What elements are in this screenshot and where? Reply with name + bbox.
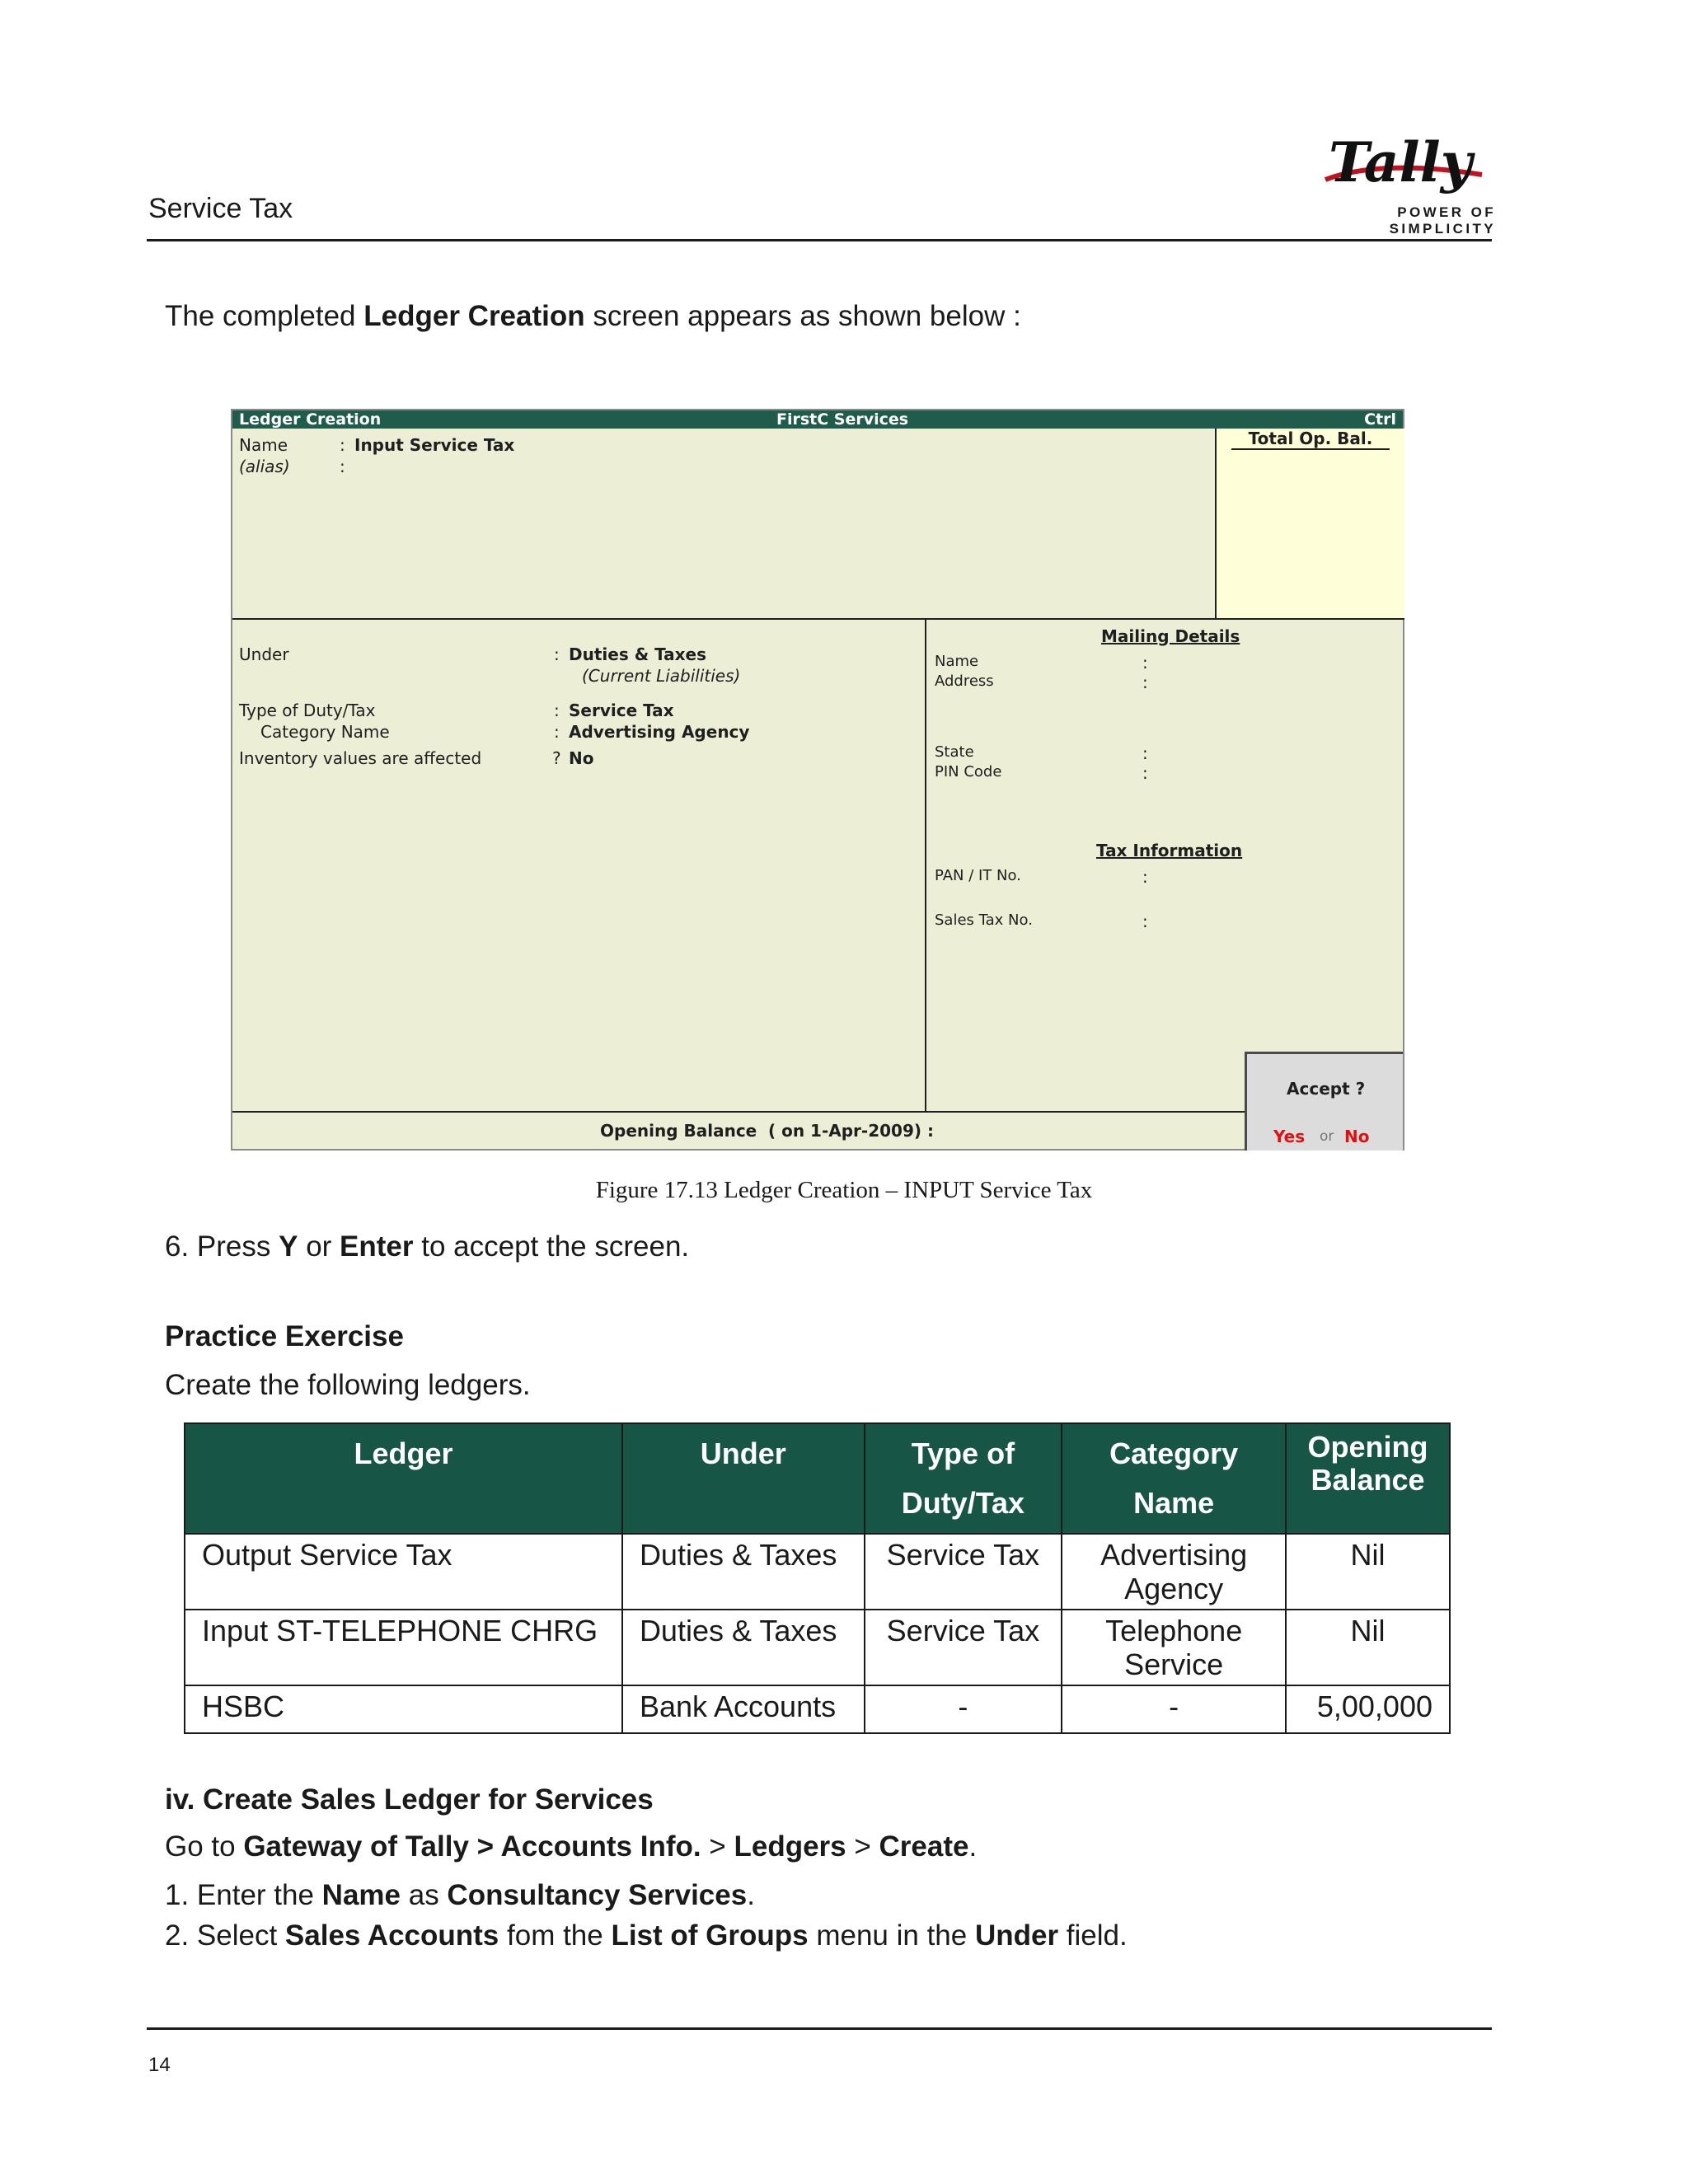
category-colon: : [554,722,560,742]
alias-colon: : [340,457,345,476]
no-option[interactable]: No [1344,1127,1370,1146]
title-left: Ledger Creation [239,410,382,429]
sales-tax-label: Sales Tax No. [935,912,1033,929]
step-1: 1. Enter the Name as Consultancy Services. [165,1879,755,1911]
under-colon: : [554,644,560,664]
name-field[interactable]: Input Service Tax [354,435,515,455]
cell-category: Advertising Agency [1062,1534,1286,1610]
mail-name-colon: : [1142,653,1148,673]
header-category: Category Name [1062,1423,1286,1534]
mail-pin-label: PIN Code [935,763,1002,780]
duty-type-label: Type of Duty/Tax [239,701,376,720]
total-op-bal-heading: Total Op. Bal. [1231,429,1390,450]
section-iv-heading: iv. Create Sales Ledger for Services [165,1783,654,1816]
mailing-details-heading: Mailing Details [1101,626,1240,646]
pan-colon: : [1142,867,1148,887]
category-label: Category Name [260,722,390,742]
category-field[interactable]: Advertising Agency [569,722,750,742]
cell-opening-balance: Nil [1286,1610,1450,1685]
divider-vertical [925,618,926,1113]
cell-under: Duties & Taxes [622,1610,865,1685]
logo-tagline: POWER OF SIMPLICITY [1389,204,1496,237]
inventory-field[interactable]: No [569,748,594,768]
duty-type-field[interactable]: Service Tax [569,701,674,720]
cell-ledger: Input ST-TELEPHONE CHRG [185,1610,622,1685]
header-under: Under [622,1423,865,1534]
svg-text:Tally: Tally [1329,132,1473,194]
table-row [185,1534,1450,1610]
opening-balance-date: ( on 1-Apr-2009) : [768,1121,934,1141]
mail-name-label: Name [935,653,979,670]
title-ctrl: Ctrl [1364,410,1396,429]
intro-text: The completed Ledger Creation screen appears as shown below : [165,300,1021,332]
figure-caption: Figure 17.13 Ledger Creation – INPUT Service Tax [595,1177,1093,1203]
cell-type: - [865,1685,1062,1733]
divider-bottom [232,1111,1245,1113]
pan-label: PAN / IT No. [935,867,1021,884]
table-row [185,1685,1450,1733]
header-ledger: Ledger [185,1423,622,1534]
mail-state-colon: : [1142,743,1148,763]
cell-ledger: Output Service Tax [185,1534,622,1610]
cell-type: Service Tax [865,1534,1062,1610]
ledger-creation-screen [231,409,1404,1151]
mail-state-label: State [935,743,974,761]
cell-ledger: HSBC [185,1685,622,1733]
cell-under: Duties & Taxes [622,1534,865,1610]
sales-tax-colon: : [1142,912,1148,931]
alias-label: (alias) [239,457,290,476]
table-header-row [185,1423,1450,1534]
name-label: Name [239,435,288,455]
goto-path: Go to Gateway of Tally > Accounts Info. > Ledgers > Create. [165,1830,978,1863]
or-text: or [1320,1128,1334,1145]
header-opening-balance: Opening Balance [1286,1423,1450,1534]
cell-category: Telephone Service [1062,1610,1286,1685]
mail-address-label: Address [935,673,994,690]
duty-type-colon: : [554,701,560,720]
accept-dialog [1245,1052,1403,1151]
under-field[interactable]: Duties & Taxes [569,644,707,664]
tax-information-heading: Tax Information [1096,841,1243,860]
cell-under: Bank Accounts [622,1685,865,1733]
cell-category: - [1062,1685,1286,1733]
cell-opening-balance: Nil [1286,1534,1450,1610]
opening-balance-label: Opening Balance [600,1121,757,1141]
practice-heading: Practice Exercise [165,1320,404,1352]
header-type: Type of Duty/Tax [865,1423,1062,1534]
mail-address-colon: : [1142,673,1148,692]
inventory-question: ? [552,748,561,768]
cell-type: Service Tax [865,1610,1062,1685]
cell-opening-balance: 5,00,000 [1286,1685,1450,1733]
table-row [185,1610,1450,1685]
accept-prompt: Accept ? [1287,1079,1366,1099]
step-6: 6. Press Y or Enter to accept the screen. [165,1230,690,1263]
mail-pin-colon: : [1142,763,1148,783]
under-label: Under [239,644,289,664]
inventory-label: Inventory values are affected [239,748,482,768]
page-number: 14 [148,2054,171,2076]
footer-divider [147,2027,1492,2030]
step-2: 2. Select Sales Accounts fom the List of Groups menu in the Under field. [165,1919,1128,1952]
title-company: FirstC Services [776,410,909,429]
yes-option[interactable]: Yes [1273,1127,1306,1146]
title-bar [232,410,1403,429]
section-title: Service Tax [148,193,293,224]
practice-ledgers-table [184,1422,1451,1734]
name-colon: : [340,435,345,455]
total-op-bal-panel [1215,429,1404,620]
practice-intro: Create the following ledgers. [165,1369,531,1401]
divider-horizontal [232,618,1215,620]
header-divider [147,239,1492,241]
under-group-note: (Current Liabilities) [582,666,741,686]
